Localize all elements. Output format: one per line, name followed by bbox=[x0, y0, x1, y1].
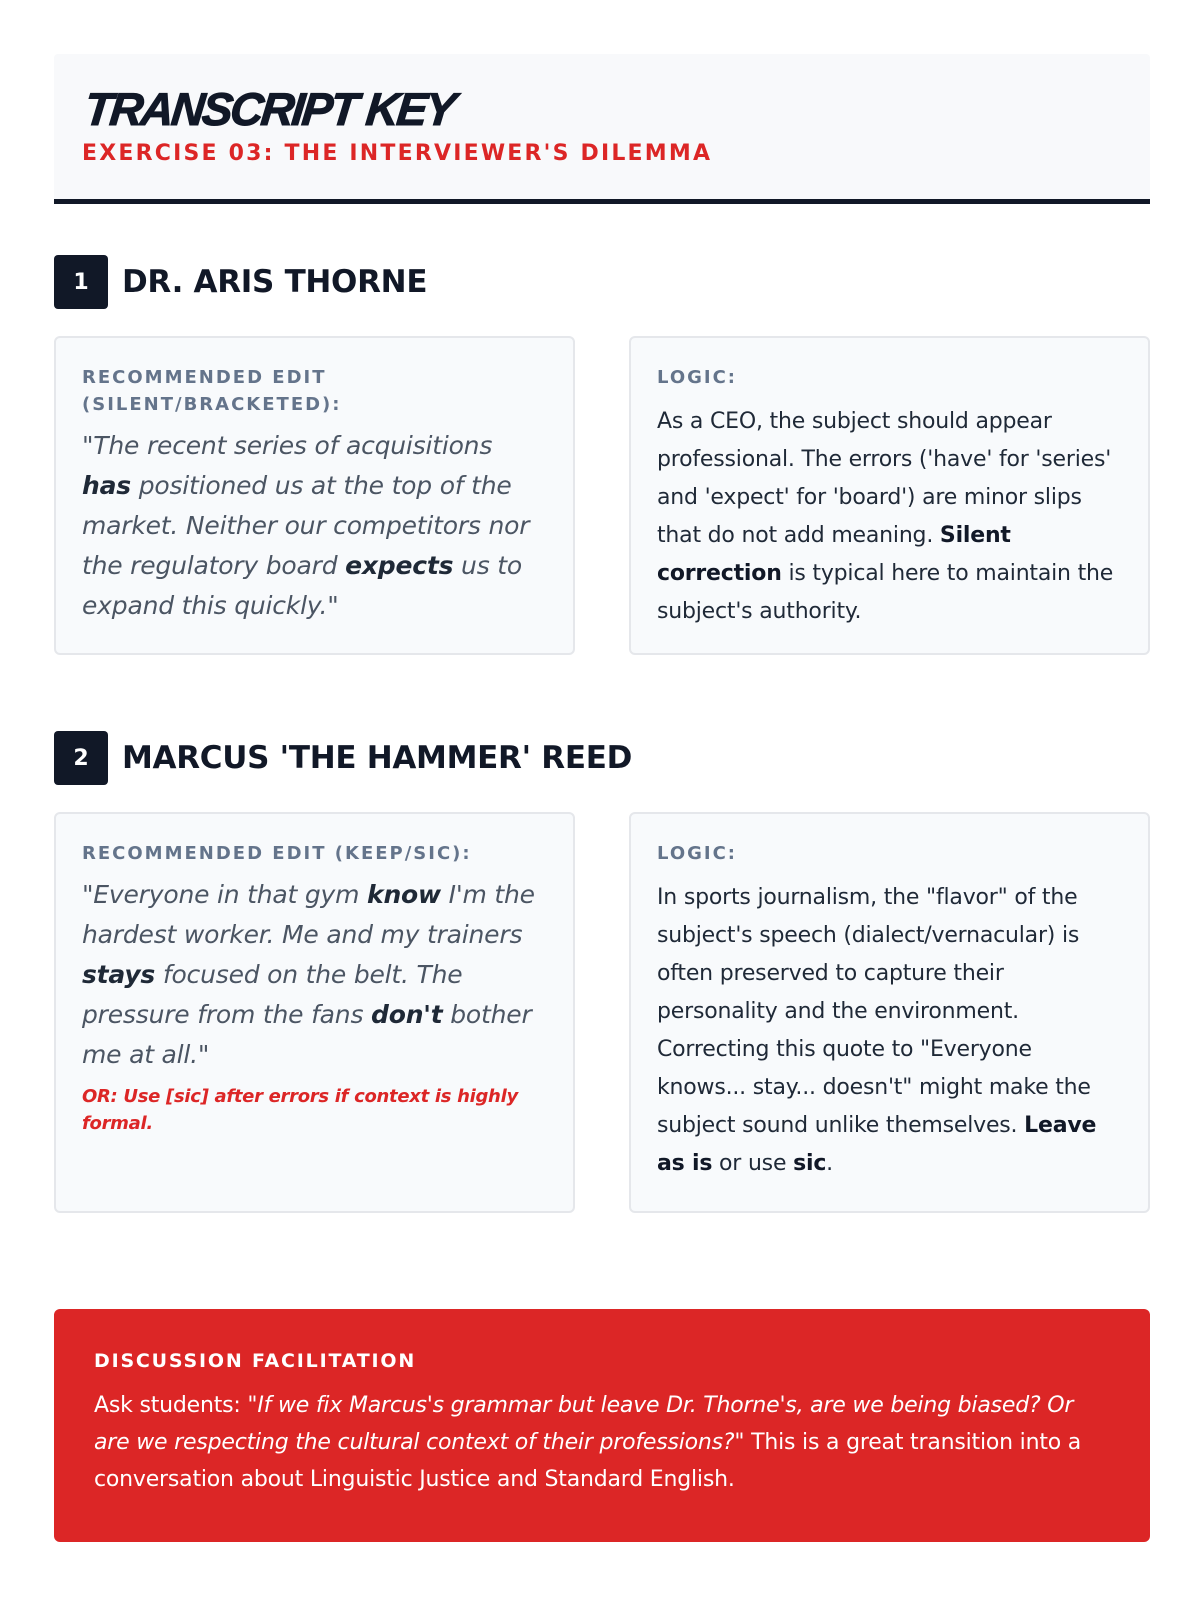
discussion-text: Ask students: "If we fix Marcus's grammar but leave Dr. Thorne's, are we being biased? Or are we respecting the cultural context of their professions?" This is a great transition into a conversation about Linguistic Justice and Standard English. bbox=[94, 1393, 1082, 1492]
section-heading bbox=[54, 255, 1150, 309]
recommended-edit-quote: "The recent series of acquisitions has positioned us at the top of the market. Neither our competitors nor the regulatory board expects us to expand this quickly." bbox=[82, 431, 530, 620]
section-cards bbox=[54, 812, 1150, 1213]
sic-note: OR: Use [sic] after errors if context is highly formal. bbox=[82, 1086, 518, 1134]
transcript-key-page bbox=[54, 54, 1150, 1492]
section-title: MARCUS 'THE HAMMER' REED bbox=[122, 740, 633, 776]
logic-card bbox=[629, 336, 1150, 655]
logic-label: LOGIC: bbox=[657, 843, 738, 864]
section-title: DR. ARIS THORNE bbox=[122, 264, 428, 300]
section-cards bbox=[54, 336, 1150, 655]
page-subtitle: EXERCISE 03: THE INTERVIEWER'S DILEMMA bbox=[82, 141, 713, 166]
section-marcus-reed bbox=[54, 731, 1150, 1213]
discussion-facilitation-box bbox=[54, 1309, 1150, 1542]
recommended-edit-label: RECOMMENDED EDIT (KEEP/SIC): bbox=[82, 843, 472, 864]
discussion-title: DISCUSSION FACILITATION bbox=[94, 1350, 417, 1372]
recommended-edit-quote: "Everyone in that gym know I'm the hardest worker. Me and my trainers stays focused on the belt. The pressure from the fans don't bother me at all." bbox=[82, 880, 535, 1069]
page-header bbox=[54, 54, 1150, 204]
section-number-badge: 1 bbox=[54, 255, 108, 309]
logic-text: As a CEO, the subject should appear professional. The errors ('have' for 'series' and 'expect' for 'board') are minor slips that do not add meaning. Silent correction is typical here to maintain the subject's authority. bbox=[657, 409, 1114, 624]
section-number-badge: 2 bbox=[54, 731, 108, 785]
recommended-edit-card bbox=[54, 812, 575, 1213]
section-heading bbox=[54, 731, 1150, 785]
section-dr-aris-thorne bbox=[54, 255, 1150, 655]
logic-card bbox=[629, 812, 1150, 1213]
recommended-edit-label: RECOMMENDED EDIT (SILENT/BRACKETED): bbox=[82, 367, 342, 415]
page-title: TRANSCRIPT KEY bbox=[81, 83, 457, 135]
recommended-edit-card bbox=[54, 336, 575, 655]
logic-label: LOGIC: bbox=[657, 367, 738, 388]
logic-text: In sports journalism, the "flavor" of the subject's speech (dialect/vernacular) is often preserved to capture their personality and the environment. Correcting this quote to "Everyone knows... stay... doesn't" might make the subject sound unlike themselves. Leave as is or use sic. bbox=[657, 885, 1097, 1176]
